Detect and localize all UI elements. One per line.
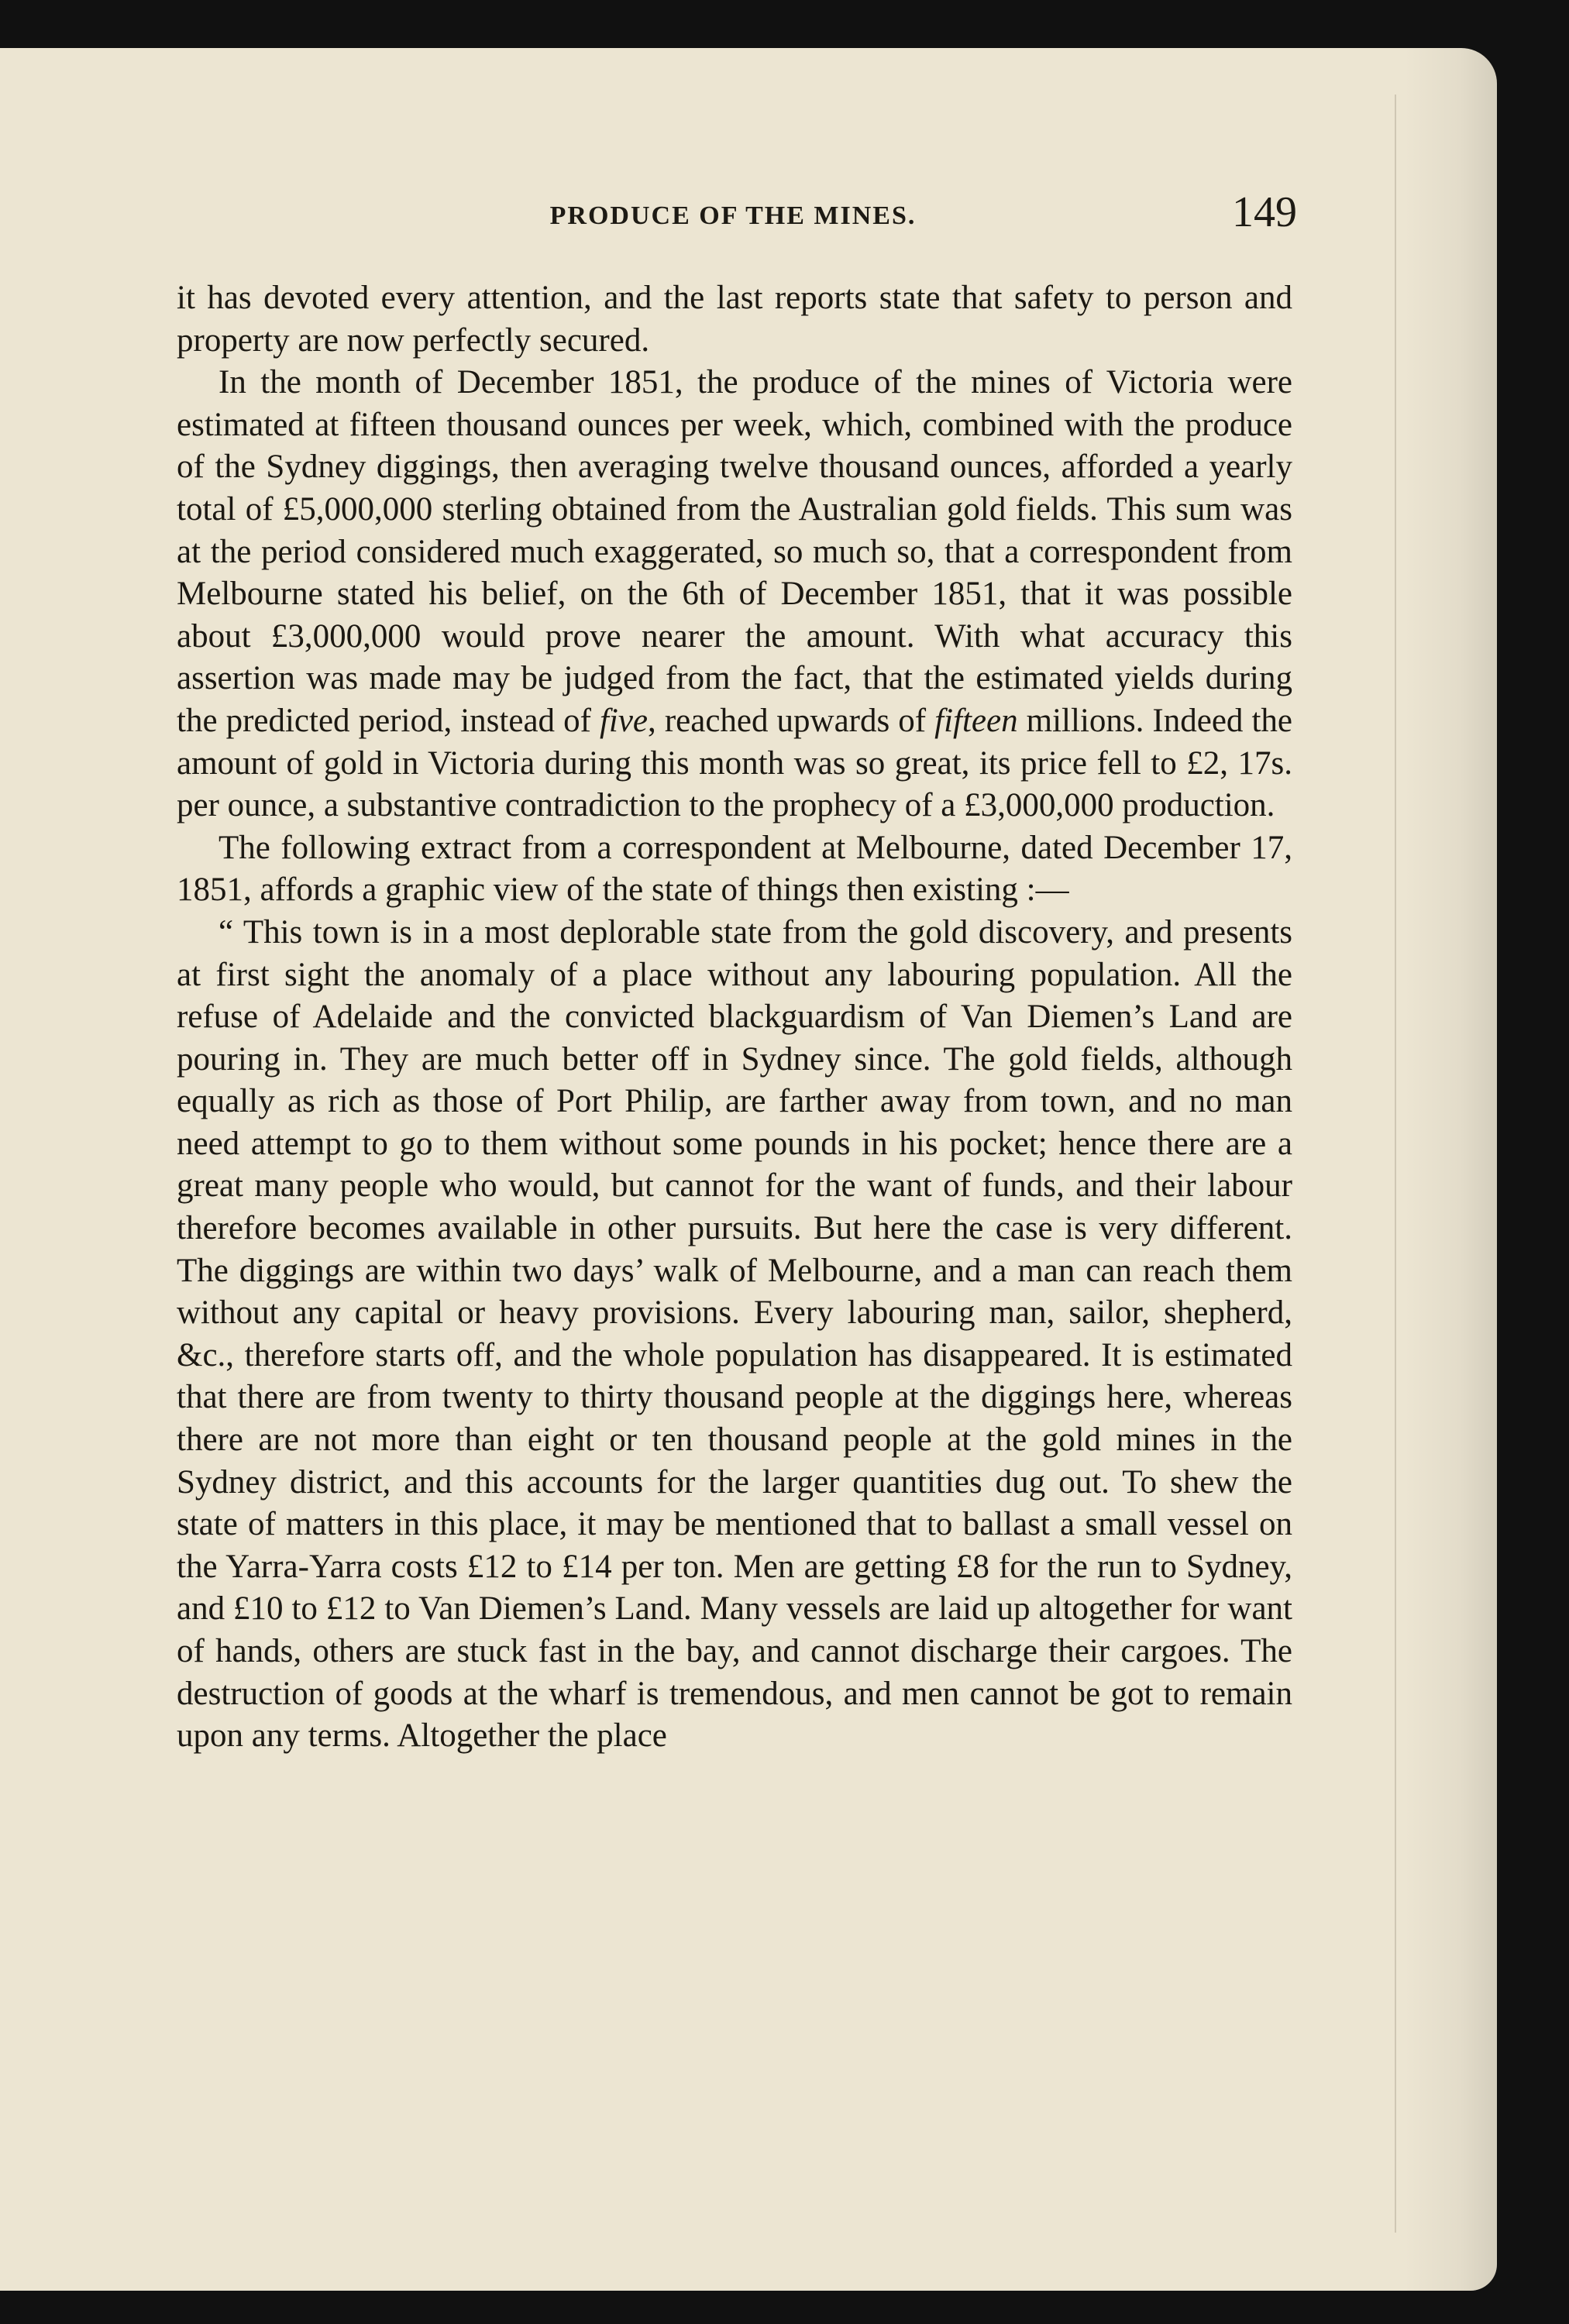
page-header [178, 187, 1297, 249]
paragraph-2-part-b: , reached upwards of [648, 702, 935, 739]
paragraph-1: it has devoted every attention, and the last reports state that safety to person and property are now perfectly secured. [177, 280, 1292, 359]
page-edge-shadow [1404, 48, 1497, 2291]
page-fold-line [1395, 95, 1396, 2233]
body-text [177, 277, 1292, 1758]
paragraph-2 [177, 362, 1292, 827]
paragraph-3: The following extract from a correspondent at Melbourne, dated December 17, 1851, affords a graphic view of the state of things then existing :— [177, 829, 1292, 909]
paragraph-4-quote: “ This town is in a most deplorable state from the gold discovery, and presents at first sight the anomaly of a place without any labouring population. All the refuse of Adelaide and the convicted blackguardism of Van Diemen’s Land are pouring in. They are much better off in Sydney since. The gold fields, although equally as rich as those of Port Philip, are farther away from town, and no man need attempt to go to them without some pounds in his pocket; hence there are a great many people who would, but cannot for the want of funds, and their labour therefore becomes available in other pursuits. But here the case is very different. The diggings are within two days’ walk of Melbourne, and a man can reach them without any capital or heavy provisions. Every labouring man, sailor, shepherd, &c., therefore starts off, and the whole population has disappeared. It is estimated that there are from twenty to thirty thousand people at the diggings here, whereas there are not more than eight or ten thousand people at the gold mines in the Sydney district, and this accounts for the larger quantities dug out. To shew the state of matters in this place, it may be mentioned that to ballast a small vessel on the Yarra-Yarra costs £12 to £14 per ton. Men are getting £8 for the run to Sydney, and £10 to £12 to Van Diemen’s Land. Many vessels are laid up altogether for want of hands, others are stuck fast in the bay, and cannot discharge their cargoes. The destruction of goods at the wharf is tremendous, and men cannot be got to remain upon any terms. Altogether the place [177, 913, 1292, 1755]
book-page [0, 48, 1497, 2291]
running-title: PRODUCE OF THE MINES. [549, 201, 917, 230]
page-number: 149 [1232, 188, 1297, 236]
italic-fifteen: fifteen [934, 702, 1018, 739]
italic-five: five [599, 702, 649, 739]
paragraph-2-part-c: millions. Indeed the amount of gold in Victoria during this month was so great, its price fell to £2, 17s. per ounce, a substantive contradiction to the prophecy of a £3,000,000 production. [177, 702, 1292, 824]
paragraph-2-part-a: In the month of December 1851, the produce of the mines of Victoria were estimated at fifteen thousand ounces per week, which, combined with the produce of the Sydney diggings, then averaging twelve thousand ounces, afforded a yearly total of £5,000,000 sterling obtained from the Australian gold fields. This sum was at the period considered much exaggerated, so much so, that a correspondent from Melbourne stated his belief, on the 6th of December 1851, that it was possible about £3,000,000 would prove nearer the amount. With what accuracy this assertion was made may be judged from the fact, that the estimated yields during the predicted period, instead of [177, 364, 1292, 739]
